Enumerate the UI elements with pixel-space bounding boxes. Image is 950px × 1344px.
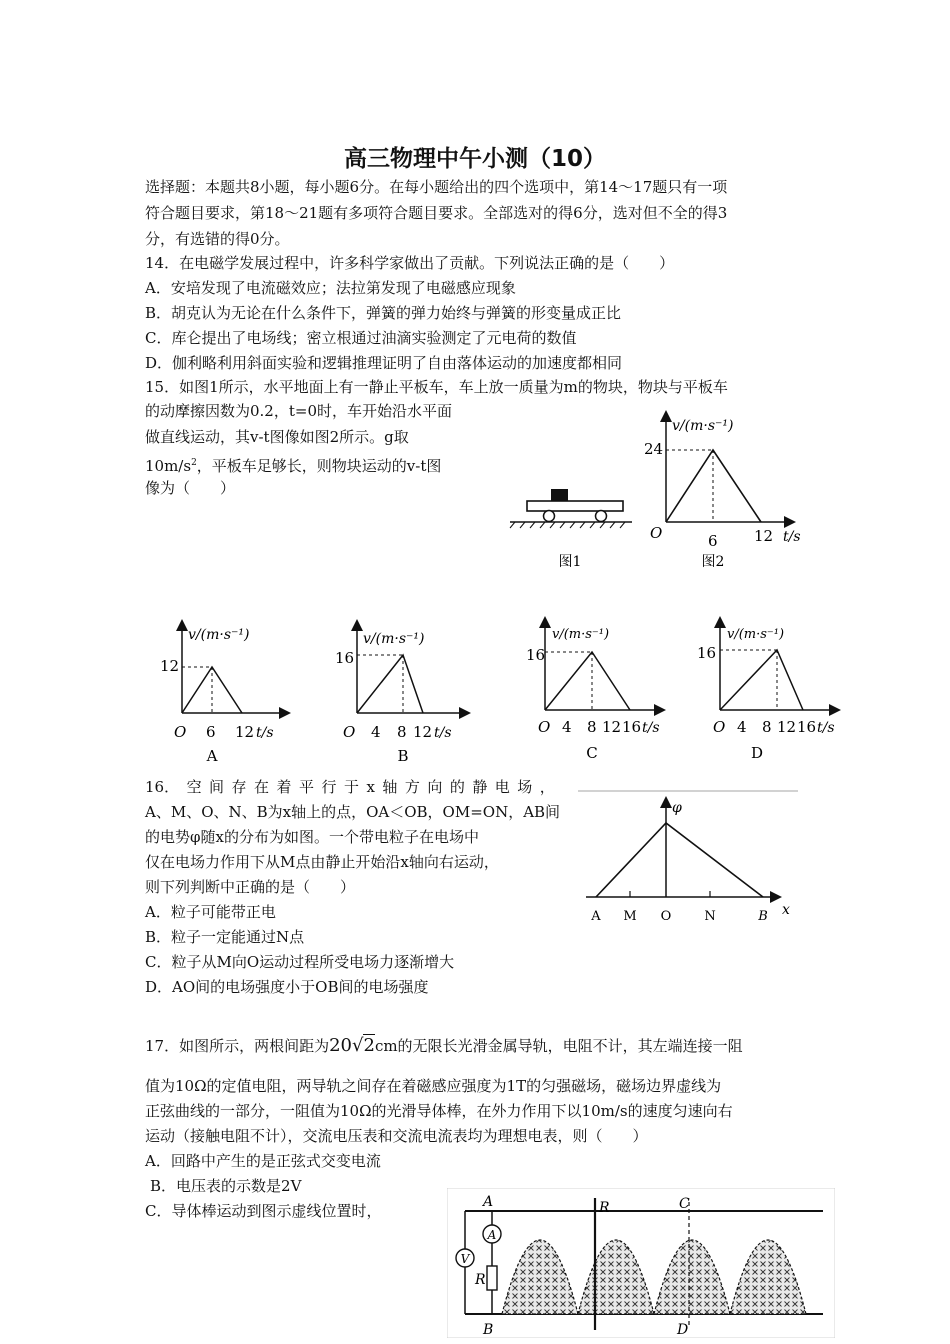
label-c: C — [679, 1196, 690, 1212]
option-b-vmax: 16 — [335, 649, 355, 667]
q15-figure-2 — [640, 410, 815, 575]
q14-option-d: D．伽利略利用斜面实验和逻辑推理证明了自由落体运动的加速度都相同 — [145, 354, 623, 372]
q16-line-1-char: 行 — [321, 778, 337, 796]
q16-line-1-char: 着 — [276, 778, 292, 796]
option-c-xlabel: t/s — [642, 720, 660, 736]
option-c-letter: C — [586, 744, 598, 762]
q16-line-1-char: 间 — [209, 778, 225, 796]
q17-option-c: C．导体棒运动到图示虚线位置时， — [145, 1202, 382, 1220]
option-c-origin: O — [538, 718, 551, 736]
q17-distance-number: 20 — [329, 1035, 352, 1056]
q14-option-c: C．库仑提出了电场线；密立根通过油滴实验测定了元电荷的数值 — [145, 329, 577, 347]
resistor-label: R — [475, 1272, 486, 1288]
option-b-xlabel: t/s — [434, 725, 452, 741]
q15-line-4-sup: 2 — [191, 458, 197, 468]
q15-line-4 — [145, 453, 441, 476]
q17-option-a: A．回路中产生的是正弦式交变电流 — [145, 1152, 381, 1170]
option-b-tick-2: 12 — [413, 723, 433, 741]
q16-line-4: 仅在电场力作用下从M点由静止开始沿x轴向右运动， — [145, 853, 499, 871]
q16-line-1-char: 空 — [186, 778, 202, 796]
option-a-letter: A — [206, 747, 218, 765]
q15-line-5: 像为（ ） — [145, 479, 236, 497]
intro-line-3: 分，有选错的得0分。 — [145, 230, 290, 248]
q16-line-1-char: 向 — [427, 778, 443, 796]
option-c-ylabel: v/(m·s⁻¹) — [552, 627, 610, 642]
q16-option-c: C．粒子从M向O运动过程所受电场力逐渐增大 — [145, 953, 455, 971]
point-a: A — [591, 909, 601, 924]
option-c-tick-2: 12 — [602, 718, 622, 736]
fig2-vmax-label: 24 — [644, 440, 664, 458]
q15-line-1: 15．如图1所示，水平地面上有一静止平板车，车上放一质量为m的物块，物块与平板车 — [145, 378, 728, 396]
q16-line-1-char: 场 — [517, 778, 533, 796]
point-n: N — [704, 909, 716, 924]
q16-line-1-char: 在 — [254, 778, 270, 796]
q17-option-b: B．电压表的示数是2V — [150, 1177, 302, 1195]
q15-option-b-graph — [335, 615, 485, 765]
ammeter-label: A — [487, 1228, 497, 1242]
q15-line-3: 做直线运动，其v-t图像如图2所示。g取 — [145, 428, 409, 446]
fig2-ylabel: v/(m·s⁻¹) — [672, 418, 734, 434]
rod-label: R — [599, 1200, 610, 1216]
page-title: 高三物理中午小测（10） — [343, 146, 606, 172]
phi-label: φ — [672, 800, 682, 816]
q16-option-b: B．粒子一定能通过N点 — [145, 928, 305, 946]
cart-board — [527, 501, 623, 511]
q15-line-2: 的动摩擦因数为0.2，t=0时，车开始沿水平面 — [145, 402, 452, 420]
option-d-tick-3: 16 — [797, 718, 817, 736]
option-a-ylabel: v/(m·s⁻¹) — [188, 627, 250, 643]
point-b: B — [758, 909, 768, 924]
label-b: B — [483, 1322, 494, 1338]
fig2-caption: 图2 — [701, 554, 725, 570]
option-b-ylabel: v/(m·s⁻¹) — [363, 631, 425, 647]
q15-line-4-b: ，平板车足够长，则物块运动的v-t图 — [196, 457, 442, 475]
option-b-origin: O — [343, 723, 356, 741]
option-c-tick-1: 8 — [587, 718, 597, 736]
option-c-tick-3: 16 — [622, 718, 642, 736]
q16-potential-graph — [578, 790, 798, 935]
q15-option-c-graph — [520, 612, 680, 762]
option-d-tick-2: 12 — [777, 718, 797, 736]
q16-option-a: A．粒子可能带正电 — [145, 903, 276, 921]
cart-wheel-right — [596, 511, 607, 522]
q16-line-1-char: ， — [539, 778, 555, 796]
label-a: A — [483, 1194, 494, 1210]
option-b-letter: B — [397, 747, 409, 765]
option-b-tick-1: 8 — [397, 723, 407, 741]
option-d-ylabel: v/(m·s⁻¹) — [727, 627, 785, 642]
resistor — [487, 1266, 497, 1290]
label-d: D — [677, 1322, 689, 1338]
option-c-vmax: 16 — [526, 646, 546, 664]
block — [551, 489, 568, 501]
q16-line-1-char: x — [366, 778, 375, 796]
fig2-origin: O — [650, 524, 663, 542]
q15-figure-1 — [505, 480, 635, 575]
q16-option-d: D．AO间的电场强度小于OB间的电场强度 — [145, 978, 429, 996]
q15-line-4-a: 10m/s — [145, 457, 192, 475]
q16-line-1 — [145, 777, 555, 797]
phi-curve — [596, 823, 763, 897]
q17-line-1-b: cm的无限长光滑金属导轨，电阻不计，其左端连接一阻 — [374, 1037, 743, 1055]
fig2-xlabel: t/s — [783, 529, 801, 545]
option-b-tick-0: 4 — [371, 723, 381, 741]
q16-line-2: A、M、O、N、B为x轴上的点，OA＜OB，OM=ON，AB间 — [145, 803, 561, 821]
fig2-tpeak-label: 6 — [708, 532, 718, 550]
q17-line-4: 运动（接触电阻不计），交流电压表和交流电流表均为理想电表，则（ ） — [145, 1127, 648, 1145]
q16-line-1-char: 轴 — [382, 778, 398, 796]
option-a-tick-1: 12 — [235, 723, 255, 741]
option-d-tick-0: 4 — [737, 718, 747, 736]
q17-line-1 — [145, 1034, 743, 1058]
q16-line-1-char: 的 — [449, 778, 465, 796]
sqrt-sign: √ — [352, 1035, 364, 1056]
q16-line-1-char: 存 — [231, 778, 247, 796]
q16-line-1-char: 于 — [343, 778, 359, 796]
q16-line-1-char: 方 — [404, 778, 420, 796]
q16-line-1-char: 静 — [472, 778, 488, 796]
q14-option-b: B．胡克认为无论在什么条件下，弹簧的弹力始终与弹簧的形变量成正比 — [145, 304, 622, 322]
intro-line-1: 选择题：本题共8小题，每小题6分。在每小题给出的四个选项中，第14～17题只有一项 — [145, 178, 728, 196]
q15-option-d-graph — [695, 612, 855, 762]
q16-line-1-char: 16． — [145, 778, 180, 796]
option-d-vmax: 16 — [697, 644, 717, 662]
q14-stem: 14．在电磁学发展过程中，许多科学家做出了贡献。下列说法正确的是（ ） — [145, 254, 675, 272]
q17-distance-radicand: 2 — [363, 1035, 375, 1056]
fig2-tend-label: 12 — [754, 527, 774, 545]
q17-line-1-a: 17．如图所示，两根间距为 — [145, 1037, 330, 1055]
q17-line-3: 正弦曲线的一部分，一阻值为10Ω的光滑导体棒，在外力作用下以10m/s的速度匀速向右 — [145, 1102, 733, 1120]
point-o: O — [660, 909, 672, 924]
q16-line-1-char: 电 — [494, 778, 510, 796]
q16-line-5: 则下列判断中正确的是（ ） — [145, 878, 356, 896]
option-a-xlabel: t/s — [256, 725, 274, 741]
option-d-xlabel: t/s — [817, 720, 835, 736]
q17-circuit-figure — [447, 1188, 835, 1338]
option-a-origin: O — [174, 723, 187, 741]
intro-line-2: 符合题目要求，第18～21题有多项符合题目要求。全部选对的得6分，选对但不全的得3 — [145, 204, 728, 222]
ground-hatch — [510, 522, 625, 528]
q14-option-a: A．安培发现了电流磁效应；法拉第发现了电磁感应现象 — [145, 279, 516, 297]
x-label: x — [782, 902, 790, 918]
voltmeter-label: V — [460, 1252, 470, 1266]
q16-line-1-char: 平 — [298, 778, 314, 796]
point-m: M — [623, 909, 637, 924]
option-a-vmax: 12 — [160, 657, 180, 675]
q17-line-2: 值为10Ω的定值电阻，两导轨之间存在着磁感应强度为1T的匀强磁场，磁场边界虚线为 — [145, 1077, 722, 1095]
option-d-tick-1: 8 — [762, 718, 772, 736]
option-d-origin: O — [713, 718, 726, 736]
fig1-caption: 图1 — [558, 554, 582, 570]
q15-option-a-graph — [160, 615, 310, 765]
option-d-letter: D — [750, 744, 764, 762]
option-a-tick-0: 6 — [206, 723, 216, 741]
option-c-tick-0: 4 — [562, 718, 572, 736]
cart-wheel-left — [544, 511, 555, 522]
q16-line-3: 的电势φ随x的分布为如图。一个带电粒子在电场中 — [145, 828, 479, 846]
